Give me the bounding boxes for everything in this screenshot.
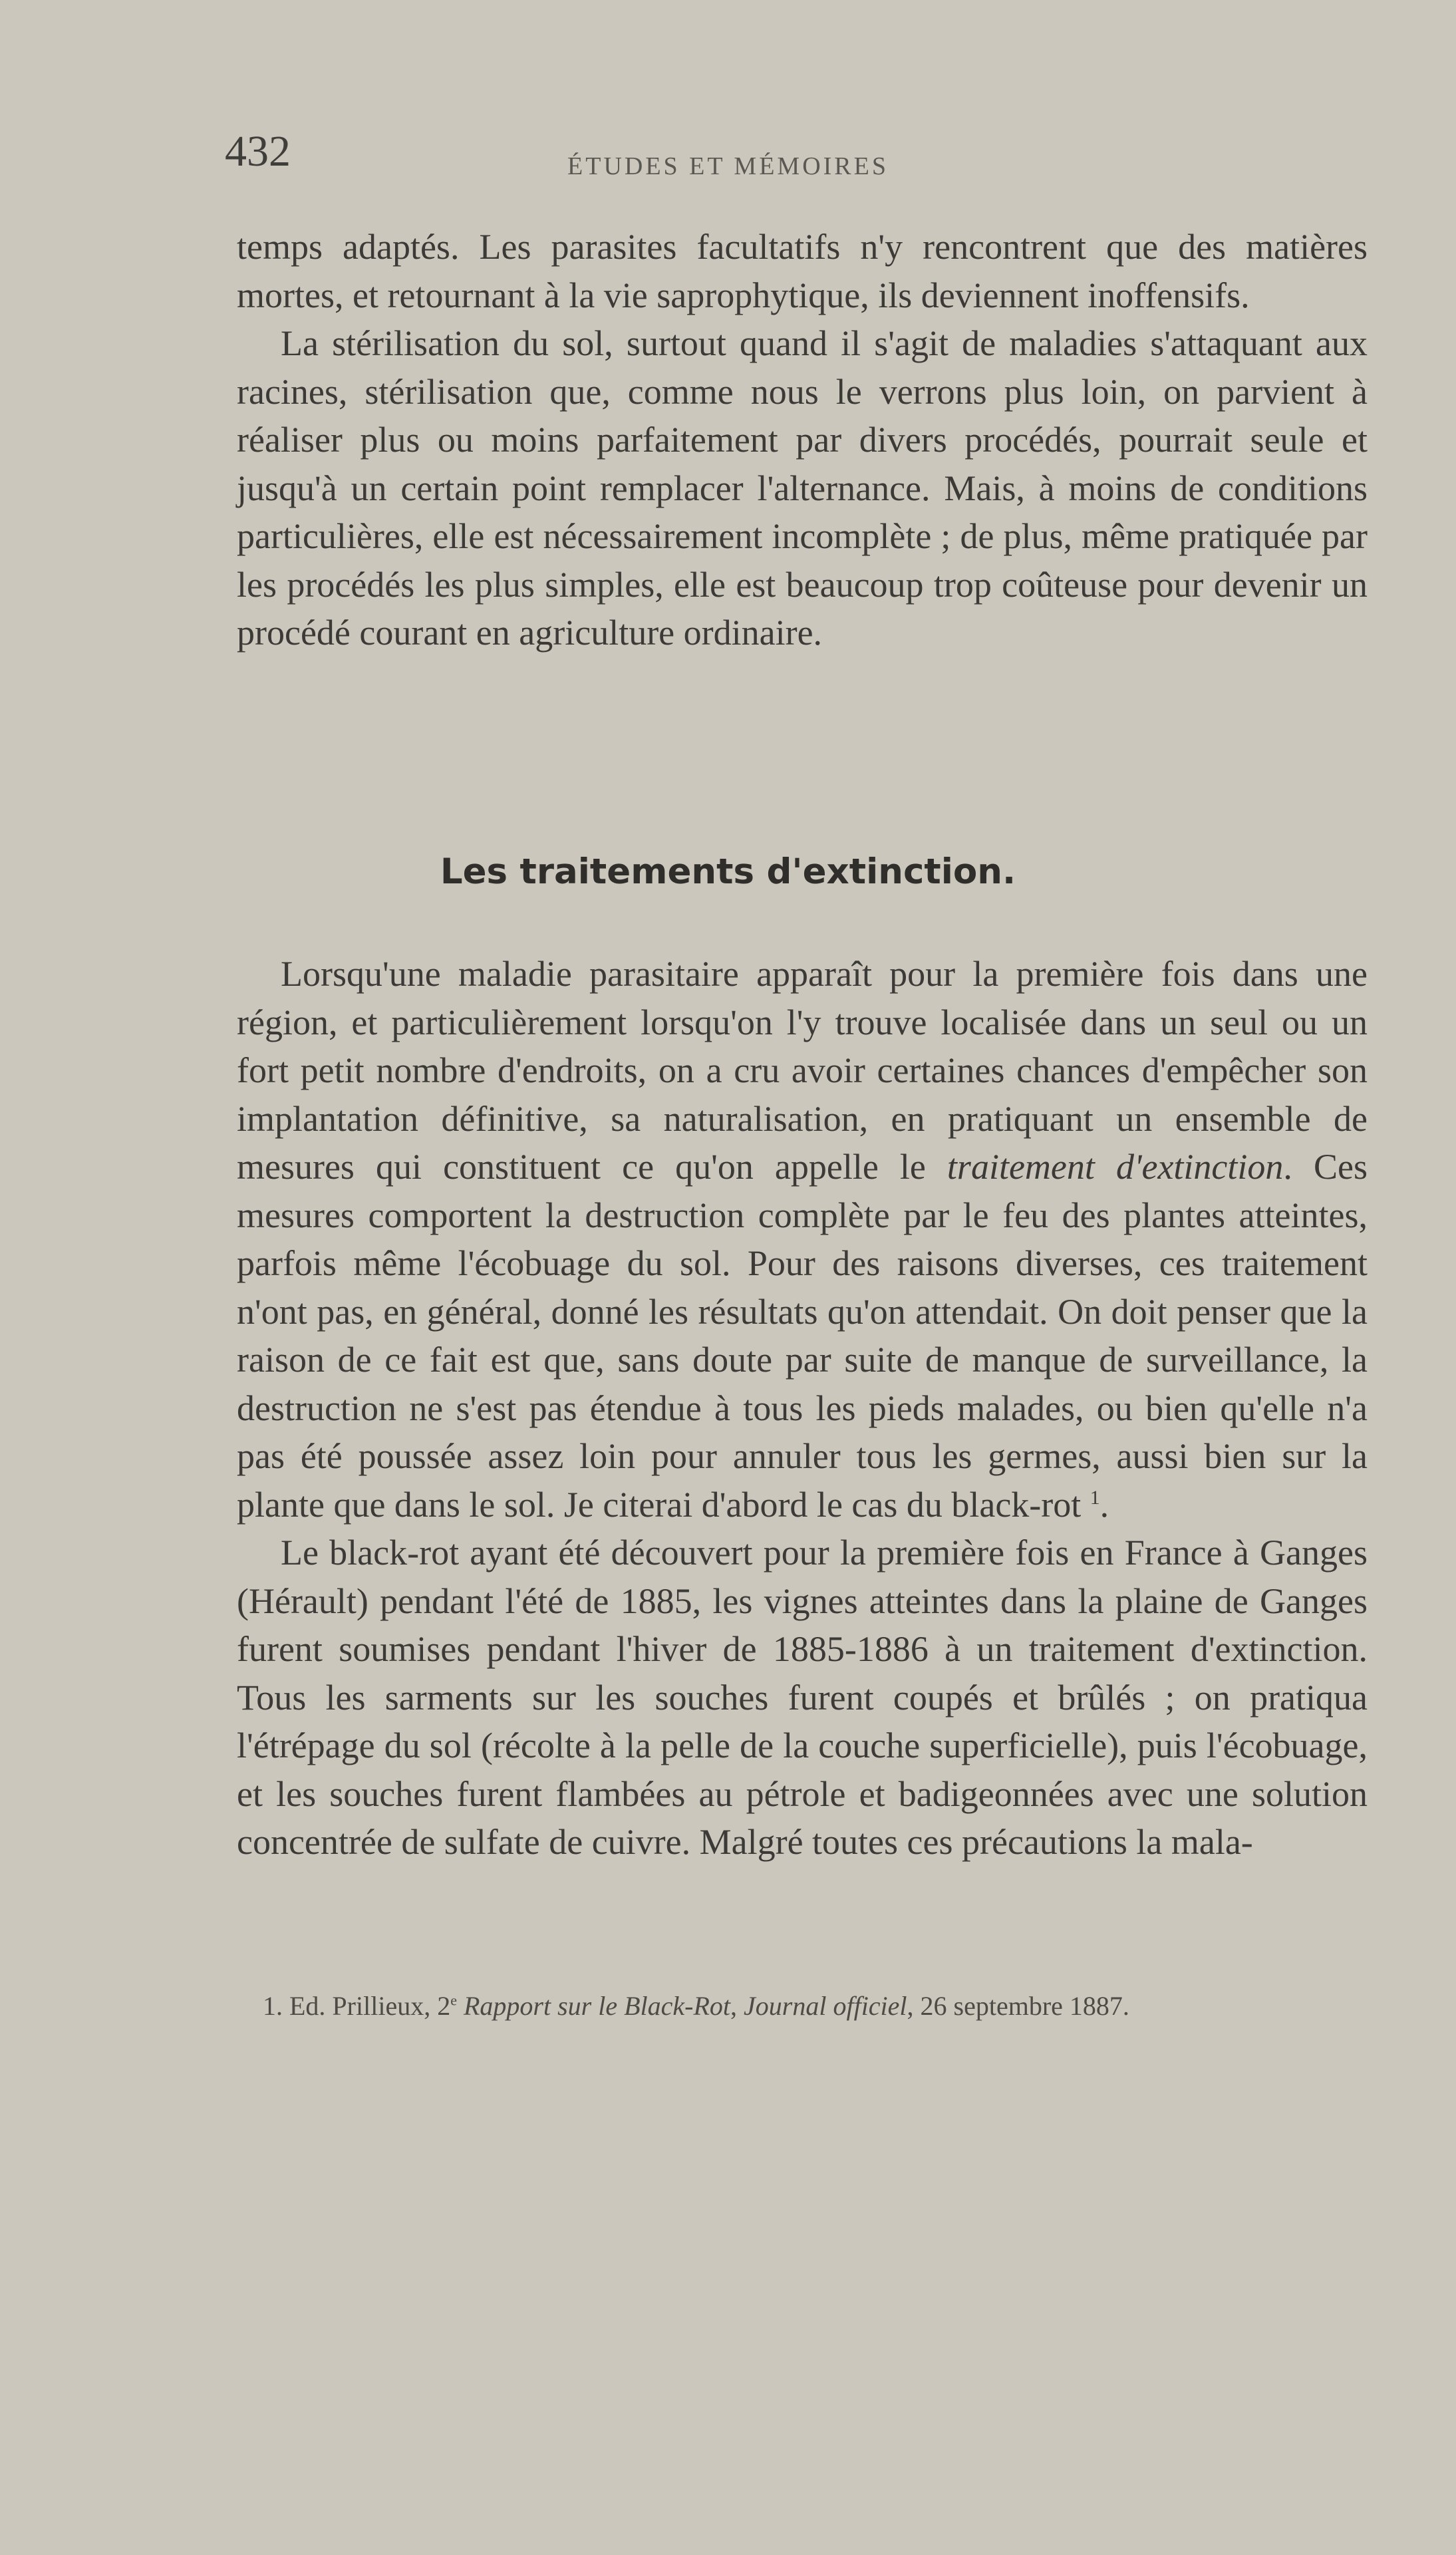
italic-term: traitement d'extinction [946,1147,1284,1187]
page-number: 432 [225,127,291,176]
footnote-title: Rapport sur le Black-Rot [456,1991,731,2021]
footnote-reference[interactable]: 1 [1090,1487,1100,1509]
paragraph-text: Lorsqu'une maladie parasitaire apparaît pour la première fois dans une région, et particulièrement lorsqu'on l'y trouve localisée dans un seul ou un fort petit nombre d'endroits, on a cru avoir certaines chances d'empêcher son implantation définitive, sa naturalisation, en pratiquant un ensemble de mesures qui constituent ce qu'on appelle le [237,954,1368,1187]
footnote [263,1989,1380,2024]
running-title: ÉTUDES ET MÉMOIRES [567,152,889,180]
footnote-journal: Journal officiel [744,1991,907,2021]
footnote-date: , 26 septembre 1887. [907,1991,1129,2021]
footnote-number: 1. [263,1991,283,2021]
footnote-text: , [730,1991,744,2021]
paragraph: Le black-rot ayant été découvert pour la première fois en France à Ganges (Hérault) pendant l'été de 1885, les vignes atteintes dans la plaine de Ganges furent soumises pendant l'hiver de 1885-1886 à un traitement d'extinction. Tous les sarments sur les souches furent coupés et brûlés ; on pratiqua l'étrépage du sol (récolte à la pelle de la couche superficielle), puis l'écobuage, et les souches furent flambées au pétrole et badigeonnées avec une solution concentrée de sulfate de cuivre. Malgré toutes ces précautions la mala- [237,1533,1368,1862]
paragraph: La stérilisation du sol, surtout quand il s'agit de maladies s'attaquant aux racines, stérilisation que, comme nous le verrons plus loin, on parvient à réaliser plus ou moins parfaitement par divers procédés, pourrait seule et jusqu'à un certain point remplacer l'alternance. Mais, à moins de conditions particulières, elle est nécessairement incomplète ; de plus, même pratiquée par les procédés les plus simples, elle est beaucoup trop coûteuse pour devenir un procédé courant en agriculture ordinaire. [237,323,1368,653]
paragraph: temps adaptés. Les parasites facultatifs n'y rencontrent que des matières mortes, et retournant à la vie saprophytique, ils deviennent inoffensifs. [237,227,1368,315]
paragraph [237,950,1368,1529]
text-block-extinction [237,950,1368,1867]
section-heading: Les traitements d'extinction. [440,851,1016,892]
paragraph-text: . [1099,1484,1109,1525]
footnote-text: Ed. Prillieux, 2 [283,1991,451,2021]
paragraph-text: . Ces mesures comportent la destruction complète par le feu des plantes atteintes, parfois même l'écobuage du sol. Pour des raisons diverses, ces traitement n'ont pas, en général, donné les résultats qu'on attendait. On doit penser que la raison de ce fait est que, sans doute par suite de manque de surveillance, la destruction ne s'est pas étendue à tous les pieds malades, ou bien qu'elle n'a pas été poussée assez loin pour annuler tous les germes, aussi bien sur la plante que dans le sol. Je citerai d'abord le cas du black-rot [237,1147,1368,1525]
text-block-intro [237,223,1368,657]
footnote-ordinal: e [450,1992,457,2009]
